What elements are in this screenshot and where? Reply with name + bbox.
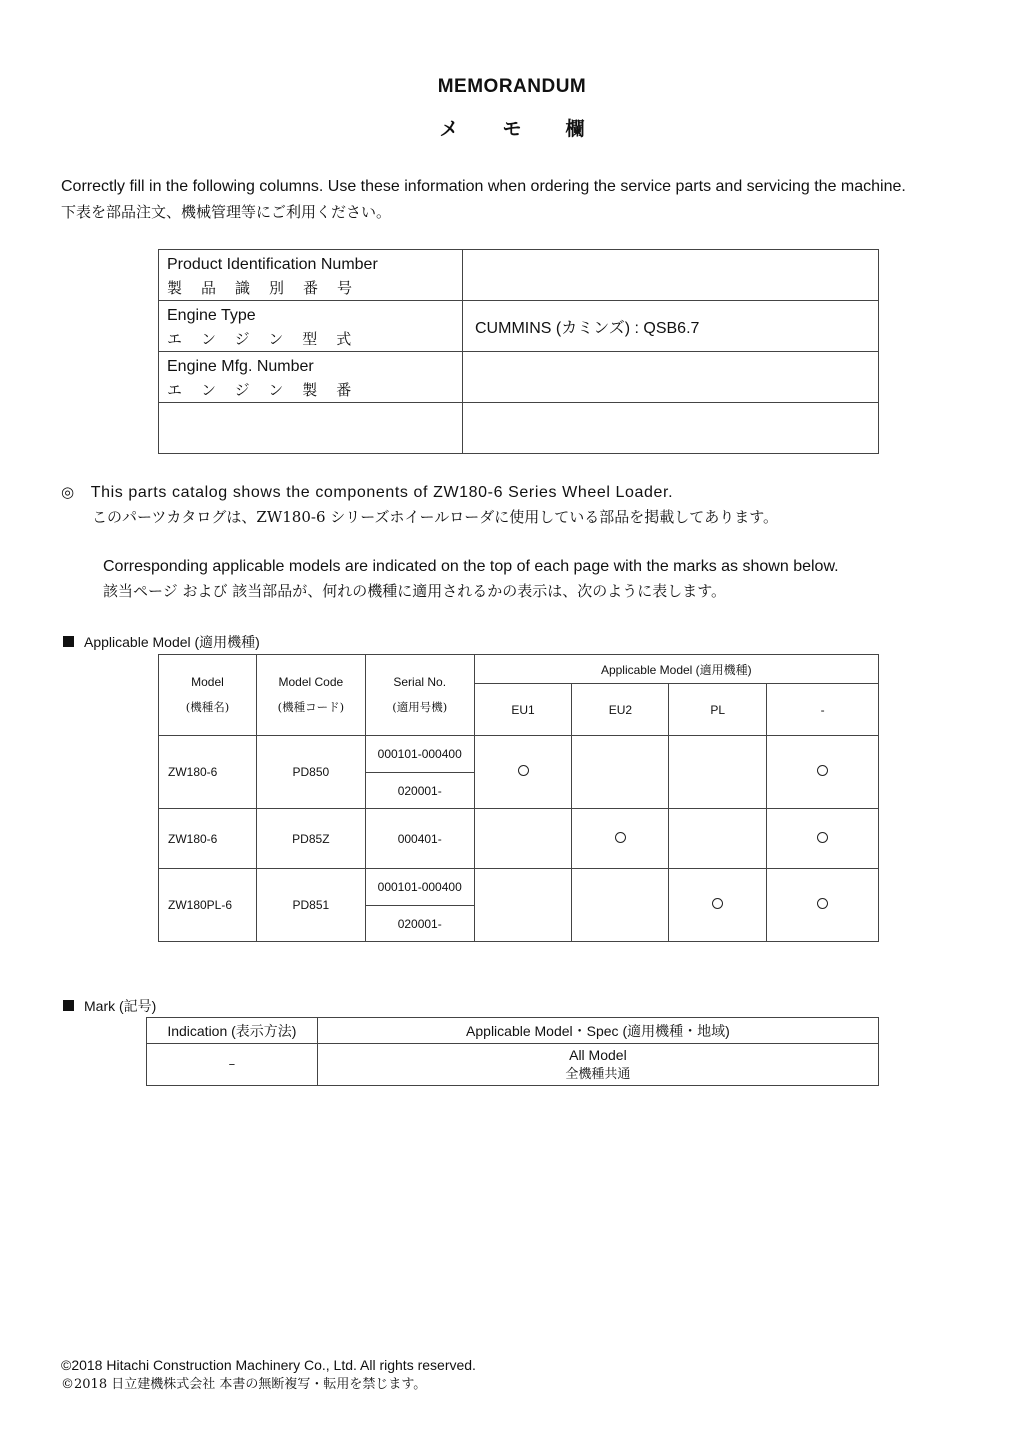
label-jp: エンジン製番 — [167, 381, 371, 399]
circle-mark-icon — [518, 765, 529, 776]
model-code-cell: PD851 — [256, 869, 365, 942]
table-row — [159, 301, 879, 352]
applicable-model-table — [158, 654, 879, 942]
double-circle-icon: ◎ — [61, 483, 75, 501]
serial-cell: 000401- — [365, 809, 474, 869]
mark-cell — [572, 736, 669, 809]
header-label: Model — [191, 675, 224, 689]
title-jp-char: メ — [439, 119, 459, 140]
header-label-jp: (適用号機) — [392, 700, 448, 714]
spec-jp: 全機種共通 — [565, 1067, 631, 1082]
title-jp-char: 欄 — [565, 119, 585, 140]
model-cell: ZW180-6 — [159, 736, 257, 809]
copyright-jp: ©2018 日立建機株式会社 本書の無断複写・転用を禁じます。 — [61, 1377, 427, 1392]
header-spec: Applicable Model・Spec (適用機種・地域) — [317, 1018, 878, 1044]
page-title: MEMORANDUM — [437, 76, 587, 97]
mark-cell — [572, 809, 669, 869]
model-code-cell: PD85Z — [256, 809, 365, 869]
engine-mfg-value[interactable] — [463, 352, 879, 403]
section-mark — [63, 996, 156, 1016]
circle-mark-icon — [712, 898, 723, 909]
label-en: Engine Type — [167, 307, 256, 324]
table-row — [159, 250, 879, 301]
spec-cell — [317, 1044, 878, 1086]
mark-cell — [669, 809, 767, 869]
table-row — [159, 403, 879, 454]
mark-cell — [767, 809, 879, 869]
label-en: Product Identification Number — [167, 256, 378, 273]
square-bullet-icon — [63, 1000, 74, 1011]
label-jp: 製品識別番号 — [167, 279, 372, 297]
mark-cell — [669, 869, 767, 942]
square-bullet-icon — [63, 636, 74, 647]
section-title: Applicable Model (適用機種) — [84, 634, 260, 650]
header-model — [159, 655, 257, 736]
mark-cell — [474, 809, 572, 869]
serial-cell: 000101-000400 — [365, 869, 474, 906]
intro-text-en: Correctly fill in the following columns. Use these information when ordering the service parts and servicing the machine. — [61, 178, 906, 195]
mark-cell — [474, 736, 572, 809]
header-label-jp: (機種コード) — [277, 700, 345, 714]
label-jp: エンジン型式 — [167, 330, 371, 348]
memo-label-cell — [159, 301, 463, 352]
applicable-note-jp: 該当ページ および 該当部品が、何れの機種に適用されるかの表示は、次のように表します。 — [103, 582, 727, 600]
serial-cell: 000101-000400 — [365, 736, 474, 773]
memo-blank-value[interactable] — [463, 403, 879, 454]
label-en: Engine Mfg. Number — [167, 358, 314, 375]
indication-cell: – — [147, 1044, 318, 1086]
memo-label-cell — [159, 250, 463, 301]
memo-label-cell[interactable] — [159, 403, 463, 454]
mark-cell — [669, 736, 767, 809]
catalog-note — [61, 480, 673, 505]
memo-table — [158, 249, 879, 454]
catalog-note-jp: このパーツカタログは、ZW180-6 シリーズホイールローダに使用している部品を掲載してあります。 — [92, 508, 779, 526]
header-serial — [365, 655, 474, 736]
mark-cell — [572, 869, 669, 942]
product-id-value[interactable] — [463, 250, 879, 301]
model-cell: ZW180PL-6 — [159, 869, 257, 942]
table-row — [159, 809, 879, 869]
mark-cell — [767, 869, 879, 942]
header-model-code — [256, 655, 365, 736]
spec-en: All Model — [569, 1047, 627, 1063]
intro-text-jp: 下表を部品注文、機械管理等にご利用ください。 — [61, 203, 392, 221]
header-eu1: EU1 — [474, 684, 572, 736]
section-applicable-model — [63, 632, 260, 652]
title-jp-char: モ — [502, 119, 522, 140]
model-cell: ZW180-6 — [159, 809, 257, 869]
header-label: Serial No. — [393, 675, 447, 689]
header-label: Model Code — [278, 675, 344, 689]
model-code-cell: PD850 — [256, 736, 365, 809]
memo-label-cell — [159, 352, 463, 403]
serial-cell: 020001- — [365, 773, 474, 809]
copyright-en: ©2018 Hitachi Construction Machinery Co., Ltd. All rights reserved. — [61, 1357, 476, 1373]
applicable-note-en: Corresponding applicable models are indicated on the top of each page with the marks as shown below. — [103, 558, 839, 575]
circle-mark-icon — [817, 765, 828, 776]
circle-mark-icon — [615, 832, 626, 843]
header-label-jp: (機種名) — [185, 700, 230, 714]
header-applicable-model: Applicable Model (適用機種) — [474, 655, 878, 684]
table-row — [147, 1044, 879, 1086]
circle-mark-icon — [817, 832, 828, 843]
mark-cell — [767, 736, 879, 809]
section-title: Mark (記号) — [84, 998, 157, 1014]
page-title-jp — [0, 114, 1024, 141]
catalog-note-en: This parts catalog shows the components of ZW180-6 Series Wheel Loader. — [90, 484, 674, 501]
table-row — [159, 352, 879, 403]
mark-table — [146, 1017, 879, 1086]
header-eu2: EU2 — [572, 684, 669, 736]
mark-cell — [474, 869, 572, 942]
header-pl: PL — [669, 684, 767, 736]
circle-mark-icon — [817, 898, 828, 909]
serial-cell: 020001- — [365, 906, 474, 942]
table-row — [159, 869, 879, 906]
header-indication: Indication (表示方法) — [147, 1018, 318, 1044]
engine-type-value: CUMMINS (カミンズ) : QSB6.7 — [463, 301, 879, 352]
header-all: - — [767, 684, 879, 736]
table-row — [159, 736, 879, 773]
